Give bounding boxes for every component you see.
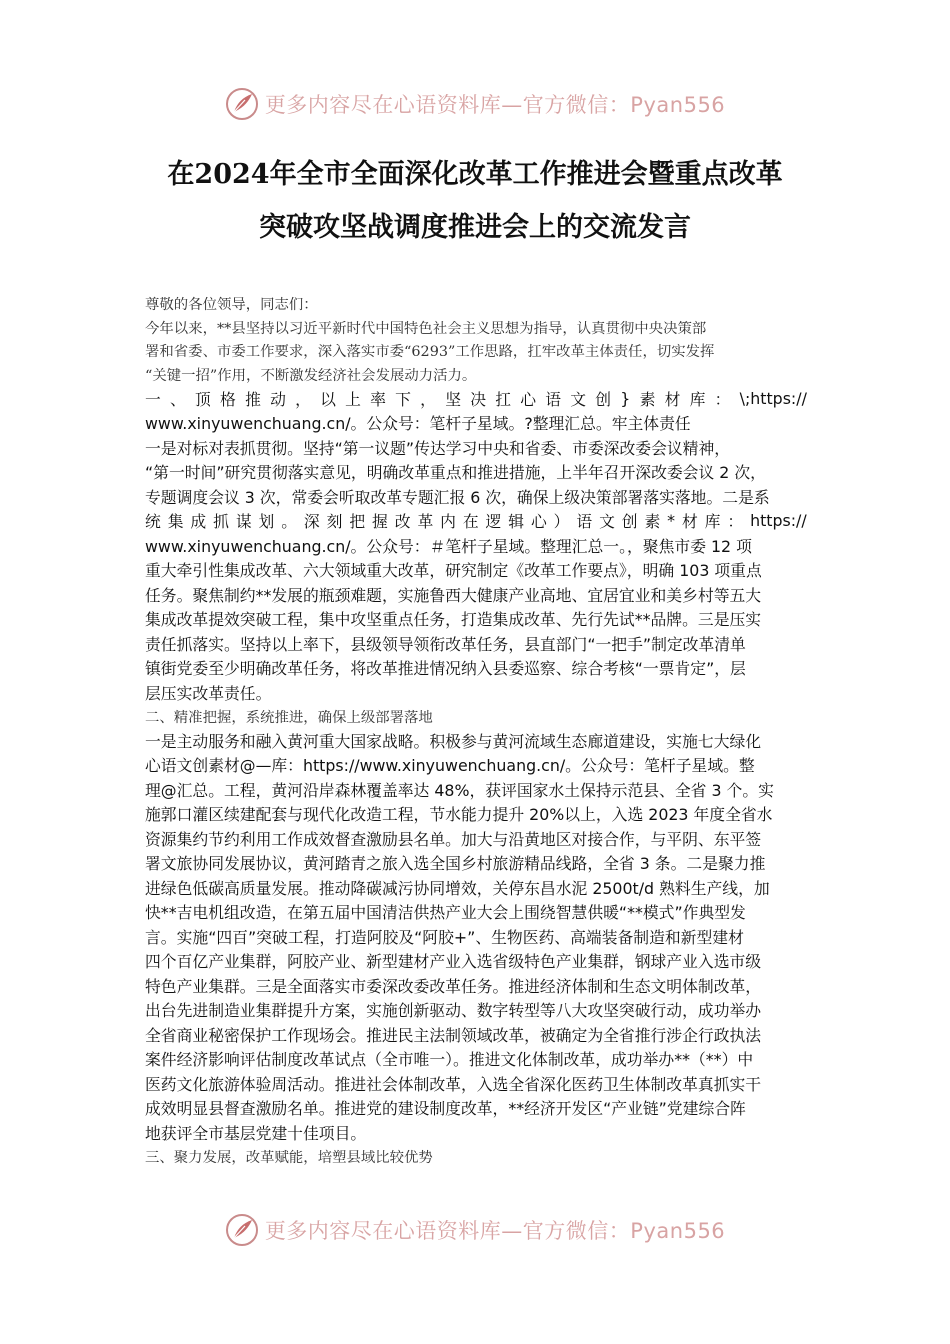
text-token: 心 [530,512,547,532]
text-token: 以 [320,389,336,409]
text-token: 心 [520,389,537,409]
text-line: 资源集约节约利用工作成效督查激励县名单。加大与沿黄地区对接合作，与平阴、东平签 [145,829,762,849]
text-line: 医药文化旅游体验周活动。推进社会体制改革，入选全省深化医药卫生体制改革真抓实干 [145,1074,762,1094]
feather-pen-icon [225,87,259,121]
text-token: 顶 [195,389,211,409]
text-token: 深 [303,512,320,532]
text-token: 创 [621,512,638,532]
text-token: https:// [750,511,807,531]
text-line: 今年以来，**县坚持以习近平新时代中国特色社会主义思想为指导，认真贯彻中央决策部 [145,320,707,337]
watermark-banner-top [0,86,950,122]
text-line: 任务。聚焦制约**发展的瓶颈难题，实施鲁西大健康产业高地、宜居宜业和美乡村等五大 [145,585,762,605]
text-line: 施郭口灌区续建配套与现代化改造工程，节水能力提升 20%以上，入选 2023 年度全省水 [145,805,773,825]
text-token: ： [727,512,744,532]
text-token: ， [420,389,436,409]
text-token: 文 [599,512,615,532]
text-line: 署和省委、市委工作要求，深入落实市委“6293”工作思路，扛牢改革主体责任，切实发挥 [145,344,715,361]
text-token: 划 [258,512,275,532]
text-line: 镇街党委至少明确改革任务，将改革推进情况纳入县委巡察、综合考核“一票肯定”，层 [145,659,746,679]
text-token: ， [295,389,311,409]
text-token: 库 [704,512,721,532]
text-token: 革 [417,512,434,532]
text-line: 快**吉电机组改造，在第五届中国清洁供热产业大会上围绕智慧供暖“**模式”作典型发 [145,903,746,923]
text-token: 谋 [235,512,252,532]
text-token: 上 [345,389,361,409]
text-line: 案件经济影响评估制度改革试点（全市唯一）。推进文化体制改革，成功举办**（**）中 [145,1050,754,1070]
text-token: 、 [170,389,186,409]
text-token: 素 [639,389,656,409]
text-token: 下 [395,389,411,409]
text-token: 推 [245,389,261,409]
text-token: 一 [145,389,161,409]
text-token: 格 [220,389,236,409]
text-token: ： [714,389,731,409]
text-token: 抓 [213,512,229,532]
title-line: 突破攻坚战调度推进会上的交流发言 [259,212,691,243]
text-line: 成效明显县督查激励名单。推进党的建设制度改革，**经济开发区“产业链”党建综合阵 [145,1099,746,1119]
text-token: 统 [145,512,161,532]
text-line [145,509,807,534]
text-line: 一是主动服务和融入黄河重大国家战略。积极参与黄河流域生态廊道建设，实施七大绿化 [145,731,762,751]
text-line: 一是对标对表抓贯彻。坚持“第一议题”传达学习中央和省委、市委深改委会议精神， [145,438,731,458]
text-token: 坚 [445,389,461,409]
text-token: 文 [570,389,587,409]
text-line: www.xinyuwenchuang.cn/。公众号：＃笔杆子星域。整理汇总一。，聚焦市委 12 项 [145,536,752,556]
text-token: 。 [281,512,298,532]
text-line: 心语文创素材@—库：https://www.xinyuwenchuang.cn/。公众号：笔杆子星域。整 [145,756,755,776]
text-line: 尊敬的各位领导，同志们： [145,297,318,314]
text-token: * [667,511,676,531]
text-line: 言。实施“四百”突破工程，打造阿胶及“阿胶+”、生物医药、高端装备制造和新型建材 [145,927,744,947]
text-line: 出台先进制造业集群提升方案，实施创新驱动、数字转型等八大攻坚突破行动，成功举办 [145,1001,762,1021]
text-token: 语 [576,512,593,532]
text-line: 责任抓落实。坚持以上率下，县级领导领衔改革任务，县直部门“一把手”制定改革清单 [145,634,746,654]
text-line: 四个百亿产业集群，阿胶产业、新型建材产业入选省级特色产业集群，钢球产业入选市级 [145,952,762,972]
text-token: 刻 [326,512,343,532]
text-token: 库 [689,389,706,409]
text-line: 署文旅协同发展协议，黄河踏青之旅入选全国乡村旅游精品线路，全省 3 条。二是聚力推 [145,854,766,874]
text-token: 内 [440,512,456,532]
text-token: 素 [644,512,661,532]
text-line: 专题调度会议 3 次，常委会听取改革专题汇报 6 次，确保上级决策部署落实落地。二是系 [145,487,770,507]
text-line: 理@汇总。工程，黄河沿岸森林覆盖率达 48%，获评国家水土保持示范县、全省 3 个。实 [145,780,774,800]
title-line: 在2024年全市全面深化改革工作推进会暨重点改革 [167,159,783,190]
text-line: www.xinyuwenchuang.cn/。公众号：笔杆子星域。?整理汇总。牢主体责任 [145,414,691,434]
text-line: 重大牵引性集成改革、六大领域重大改革，研究制定《改革工作要点》，明确 103 项重点 [145,561,762,581]
text-line: “第一时间”研究贯彻落实意见，明确改革重点和推进措施，上半年召开深改委会议 2 次， [145,463,766,483]
text-token: 语 [545,389,562,409]
text-line: 进绿色低碳高质量发展。推动降碳减污协同增效，关停东昌水泥 2500t/d 熟料生产线，加 [145,878,770,898]
text-token: 材 [681,512,698,532]
text-token: 创 [595,389,612,409]
text-token: 握 [372,512,388,532]
feather-pen-icon [225,1213,259,1247]
watermark-banner-bottom [0,1212,950,1248]
text-line: 层压实改革责任。 [145,683,272,703]
text-line: 特色产业集群。三是全面落实市委深改委改革任务。推进经济体制和生态文明体制改革， [145,976,762,996]
text-token: } [620,388,631,408]
watermark-text: 更多内容尽在心语资料库—官方微信：Pyan556 [264,1219,726,1243]
text-line: 二、精准把握，系统推进，确保上级部署落地 [145,709,433,726]
text-line: 全省商业秘密保护工作现场会。推进民主法制领域改革，被确定为全省推行涉企行政执法 [145,1025,762,1045]
text-line: 集成改革提效突破工程，集中攻坚重点任务，打造集成改革、先行先试**品牌。三是压实 [145,610,762,630]
text-token: 逻 [485,512,502,532]
document-title [80,148,870,254]
text-line: “关键一招”作用，不断激发经济社会发展动力活力。 [145,367,477,384]
watermark-text: 更多内容尽在心语资料库—官方微信：Pyan556 [264,93,726,117]
text-token: 动 [270,389,286,409]
text-token: 率 [370,389,386,409]
text-token: 在 [462,512,479,532]
text-line: 三、聚力发展，改革赋能，培塑县域比较优势 [145,1149,433,1166]
text-token: 扛 [495,389,512,409]
text-token: \;https:// [739,388,807,408]
document-body [145,292,807,1168]
text-token: 材 [664,389,681,409]
text-token: 把 [349,512,366,532]
text-token: 集 [167,512,184,532]
text-line: 地获评全市基层党建十佳项目。 [145,1123,367,1143]
text-token: 辑 [508,512,525,532]
text-token: ） [553,512,570,532]
text-token: 决 [470,389,487,409]
text-token: 成 [190,512,207,532]
text-token: 改 [394,512,411,532]
text-line [145,386,807,411]
